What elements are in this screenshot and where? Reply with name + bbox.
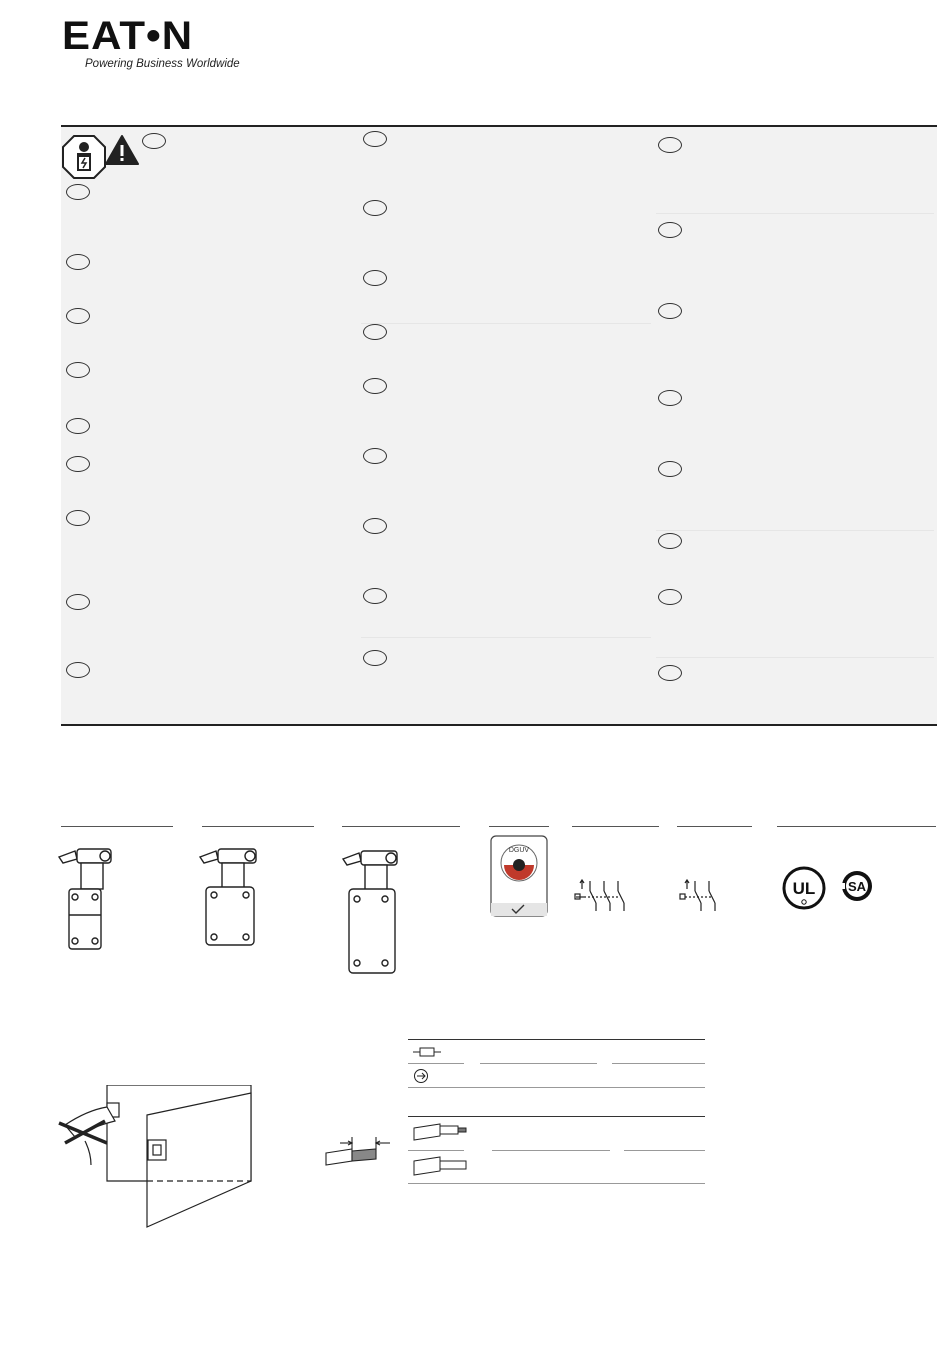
svg-text:SA: SA (847, 879, 867, 894)
table-rule (408, 1150, 464, 1151)
wire-strip-length-drawing (322, 1135, 394, 1167)
warning-triangle-icon (104, 134, 140, 166)
table-rule (408, 1116, 705, 1117)
language-badge (363, 131, 387, 147)
language-badge (363, 650, 387, 666)
divider (361, 323, 651, 324)
safety-instructions-panel (61, 125, 937, 726)
language-badge (66, 456, 90, 472)
divider (61, 826, 173, 827)
language-badge (658, 137, 682, 153)
safety-switch-drawing-2 (196, 845, 266, 955)
language-badge (66, 254, 90, 270)
language-badge (66, 510, 90, 526)
language-badge (363, 448, 387, 464)
language-badge (66, 362, 90, 378)
eaton-logo: EAT•N (62, 14, 194, 58)
safety-switch-drawing-1 (55, 845, 125, 955)
table-rule (612, 1063, 705, 1064)
language-badge (142, 133, 166, 149)
csa-mark-icon (840, 869, 874, 903)
table-rule (408, 1039, 705, 1040)
logo-tagline: Powering Business Worldwide (85, 58, 240, 70)
language-badge (66, 662, 90, 678)
divider (656, 657, 934, 658)
divider (656, 213, 934, 214)
language-badge (658, 461, 682, 477)
table-rule (408, 1087, 705, 1088)
divider (572, 826, 659, 827)
divider (202, 826, 314, 827)
fuse-icon (413, 1045, 441, 1059)
table-rule (624, 1150, 705, 1151)
table-rule (480, 1063, 597, 1064)
language-badge (658, 589, 682, 605)
svg-text:DGUV: DGUV (508, 847, 530, 854)
divider (777, 826, 936, 827)
contact-symbol-diagram (679, 877, 719, 913)
language-badge (363, 378, 387, 394)
table-rule (408, 1183, 705, 1184)
language-badge (658, 390, 682, 406)
contact-symbol-diagram (574, 877, 634, 913)
table-rule (492, 1150, 610, 1151)
electrician-hazard-icon (60, 133, 108, 181)
safety-switch-drawing-3 (339, 845, 409, 975)
divider (361, 637, 651, 638)
ul-listed-mark-icon (782, 866, 826, 910)
tightening-torque-icon (413, 1068, 429, 1084)
language-badge (658, 222, 682, 238)
language-badge (658, 303, 682, 319)
divider (677, 826, 752, 827)
language-badge (658, 665, 682, 681)
divider (489, 826, 549, 827)
language-badge (66, 308, 90, 324)
language-badge (658, 533, 682, 549)
language-badge (66, 418, 90, 434)
dguv-test-seal-icon (490, 835, 548, 917)
solid-wire-icon (412, 1155, 468, 1177)
divider (656, 530, 934, 531)
language-badge (363, 324, 387, 340)
language-badge (66, 184, 90, 200)
mounting-instruction-drawing (55, 1085, 265, 1230)
svg-text:UL: UL (792, 879, 816, 898)
stranded-wire-ferrule-icon (412, 1120, 468, 1142)
language-badge (363, 588, 387, 604)
language-badge (66, 594, 90, 610)
table-rule (408, 1063, 464, 1064)
language-badge (363, 270, 387, 286)
language-badge (363, 518, 387, 534)
divider (342, 826, 460, 827)
language-badge (363, 200, 387, 216)
